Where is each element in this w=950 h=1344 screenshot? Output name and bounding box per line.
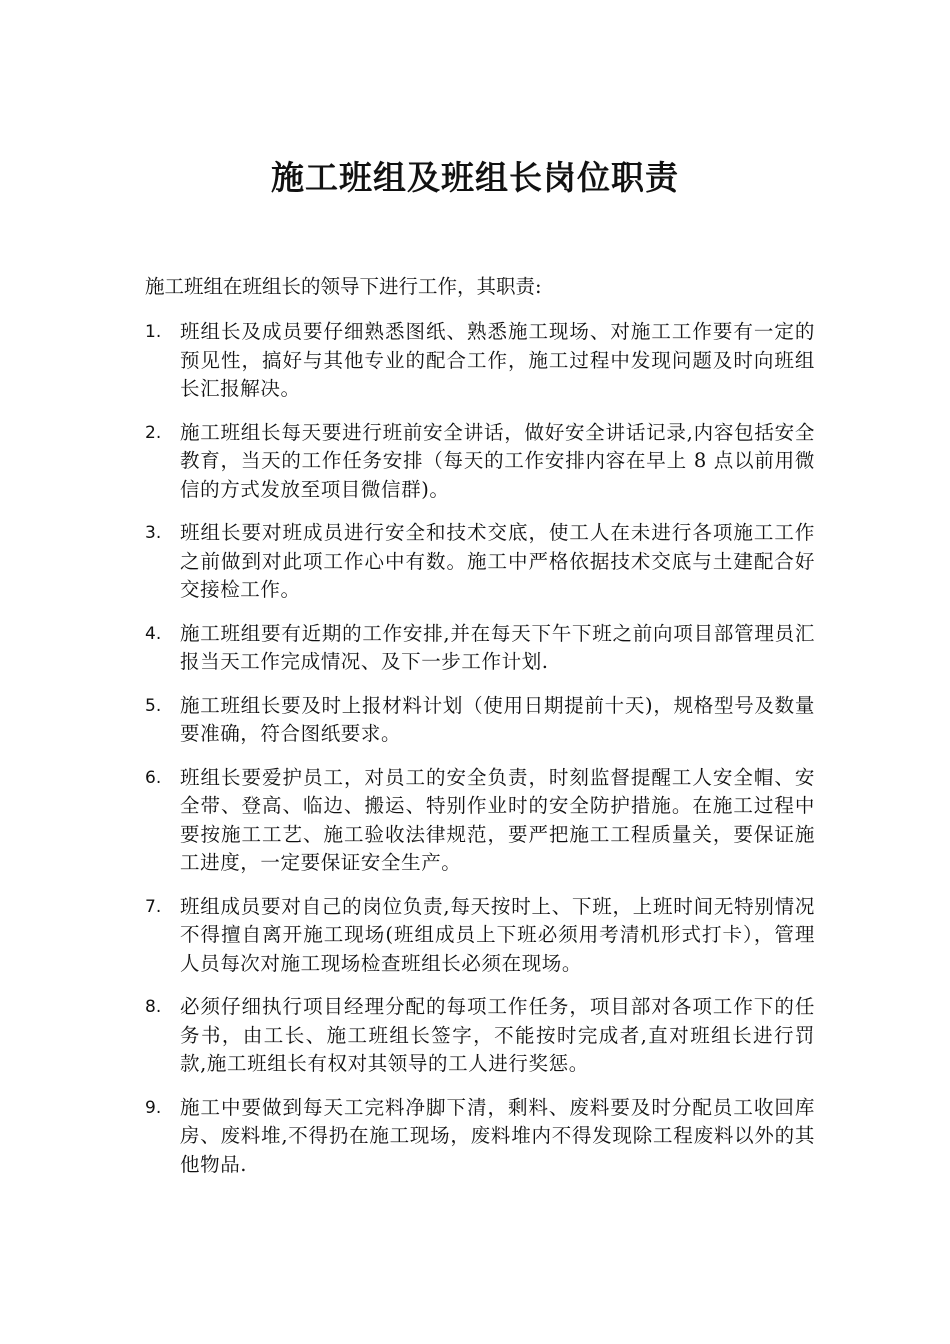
list-item	[145, 692, 815, 749]
item-number: 2.	[145, 422, 162, 443]
item-text: 施工中要做到每天工完料净脚下清，剩料、废料要及时分配员工收回库房、废料堆,不得扔在施工现场，废料堆内不得发现除工程废料以外的其他物品.	[180, 1095, 815, 1176]
list-item	[145, 893, 815, 979]
list-item	[145, 519, 815, 605]
item-number: 1.	[145, 322, 162, 342]
list-item	[145, 993, 815, 1079]
item-number: 5.	[145, 695, 162, 716]
list-item	[145, 764, 815, 878]
item-number: 7.	[145, 896, 162, 917]
item-text: 施工班组长每天要进行班前安全讲话，做好安全讲话记录,内容包括安全教育，当天的工作任务安排（每天的工作安排内容在早上 8 点以前用微信的方式发放至项目微信群)。	[180, 420, 815, 501]
list-item	[145, 1094, 815, 1180]
item-text: 施工班组长要及时上报材料计划（使用日期提前十天)，规格型号及数量要准确，符合图纸要求。	[180, 693, 815, 745]
intro-paragraph: 施工班组在班组长的领导下进行工作，其职责:	[145, 275, 542, 298]
item-number: 4.	[145, 623, 162, 644]
item-number: 6.	[145, 767, 162, 788]
list-item	[145, 419, 815, 505]
duty-list	[145, 318, 815, 1194]
item-number: 3.	[145, 523, 162, 543]
item-number: 9.	[145, 1097, 162, 1118]
item-text: 必须仔细执行项目经理分配的每项工作任务，项目部对各项工作下的任务书，由工长、施工班组长签字，不能按时完成者,直对班组长进行罚款,施工班组长有权对其领导的工人进行奖惩。	[180, 995, 815, 1075]
list-item	[145, 318, 815, 404]
item-text: 班组长要爱护员工，对员工的安全负责，时刻监督提醒工人安全帽、安全带、登高、临边、搬运、特别作业时的安全防护措施。在施工过程中要按施工工艺、施工验收法律规范，要严把施工工程质量关，要保证施工进度，一定要保证安全生产。	[180, 765, 815, 874]
item-text: 施工班组要有近期的工作安排,并在每天下午下班之前向项目部管理员汇报当天工作完成情况、及下一步工作计划.	[180, 621, 815, 673]
list-item	[145, 620, 815, 677]
item-text: 班组长要对班成员进行安全和技术交底，使工人在未进行各项施工工作之前做到对此项工作心中有数。施工中严格依据技术交底与土建配合好交接检工作。	[180, 521, 815, 601]
document-title: 施工班组及班组长岗位职责	[271, 158, 679, 197]
item-number: 8.	[145, 997, 162, 1017]
item-text: 班组长及成员要仔细熟悉图纸、熟悉施工现场、对施工工作要有一定的预见性，搞好与其他专业的配合工作，施工过程中发现问题及时向班组长汇报解决。	[180, 320, 815, 400]
item-text: 班组成员要对自己的岗位负责,每天按时上、下班，上班时间无特别情况不得擅自离开施工现场(班组成员上下班必须用考清机形式打卡），管理人员每次对施工现场检查班组长必须在现场。	[180, 894, 815, 975]
